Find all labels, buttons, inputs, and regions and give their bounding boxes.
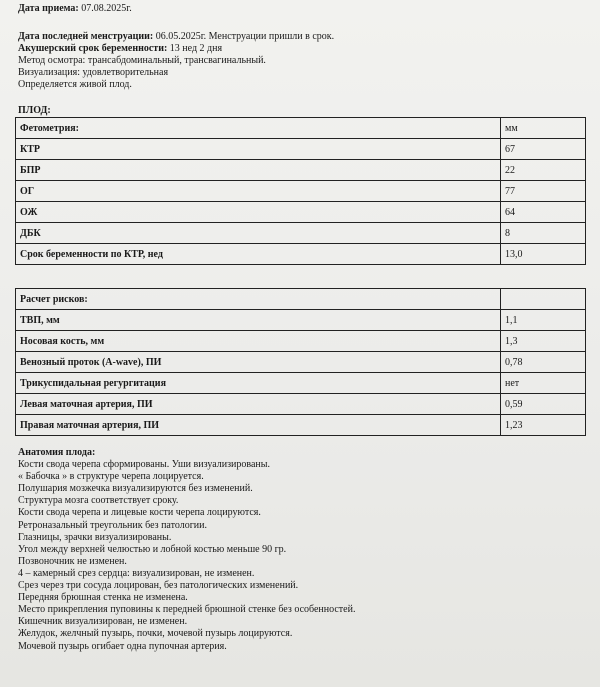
anatomy-line: Желудок, желчный пузырь, почки, мочевой пузырь лоцируются.: [18, 628, 293, 640]
table-row: [16, 331, 586, 352]
lmp-line: [18, 31, 334, 43]
fetometry-row-label: ОЖ: [16, 202, 501, 223]
risk-row-value: 0,59: [501, 394, 586, 415]
table-row: [16, 139, 586, 160]
table-row: [16, 181, 586, 202]
visit-date-line: [18, 3, 132, 15]
anatomy-line: Передняя брюшная стенка не изменена.: [18, 592, 188, 604]
anatomy-line: Кишечник визуализирован, не изменен.: [18, 616, 188, 628]
risks-table: [15, 288, 586, 436]
fetometry-row-label: БПР: [16, 160, 501, 181]
risk-row-label: ТВП, мм: [16, 310, 501, 331]
table-row: [16, 202, 586, 223]
risk-row-label: Носовая кость, мм: [16, 331, 501, 352]
fetometry-row-label: Срок беременности по КТР, нед: [16, 244, 501, 265]
risks-header-label: Расчет рисков:: [16, 289, 501, 310]
fetometry-row-value: 77: [501, 181, 586, 202]
anatomy-line: Место прикрепления пуповины к передней брюшной стенке без особенностей.: [18, 604, 356, 616]
table-row: [16, 310, 586, 331]
fetometry-row-value: 64: [501, 202, 586, 223]
visit-date-label: Дата приема:: [18, 3, 79, 14]
table-row: [16, 118, 586, 139]
fetometry-row-label: ОГ: [16, 181, 501, 202]
fetometry-row-value: 67: [501, 139, 586, 160]
anatomy-line: Срез через три сосуда лоцирован, без патологических изменений.: [18, 580, 299, 592]
anatomy-line: Полушария мозжечка визуализируются без изменений.: [18, 483, 253, 495]
risk-row-label: Трикуспидальная регургитация: [16, 373, 501, 394]
risk-row-value: 1,1: [501, 310, 586, 331]
table-row: [16, 244, 586, 265]
risk-row-label: Правая маточная артерия, ПИ: [16, 415, 501, 436]
fetus-status: Определяется живой плод.: [18, 79, 132, 90]
table-row: [16, 352, 586, 373]
anatomy-line: « Бабочка » в структуре черепа лоцируется.: [18, 471, 204, 483]
fetometry-row-value: 8: [501, 223, 586, 244]
anatomy-line: Угол между верхней челюстью и лобной костью меньше 90 гр.: [18, 543, 287, 555]
anatomy-line: Глазницы, зрачки визуализированы.: [18, 531, 172, 543]
risk-row-label: Левая маточная артерия, ПИ: [16, 394, 501, 415]
fetus-heading: ПЛОД:: [18, 105, 51, 116]
risks-header-unit: [501, 289, 586, 310]
anatomy-line: Кости свода черепа и лицевые кости черепа лоцируются.: [18, 507, 261, 519]
risk-row-value: 0,78: [501, 352, 586, 373]
gestational-age-label: Акушерский срок беременности:: [18, 43, 168, 54]
anatomy-line: 4 – камерный срез сердца: визуализирован, не изменен.: [18, 567, 255, 579]
gestational-age-value: 13 нед 2 дня: [169, 43, 223, 54]
exam-method: Метод осмотра: трансабдоминальный, трансвагинальный.: [18, 55, 266, 66]
table-row: [16, 223, 586, 244]
fetometry-row-value: 13,0: [501, 244, 586, 265]
table-row: [16, 415, 586, 436]
gestational-age-line: [18, 43, 222, 55]
risk-row-label: Венозный проток (A-wave), ПИ: [16, 352, 501, 373]
anatomy-section: [18, 447, 355, 653]
table-row: [16, 394, 586, 415]
lmp-value: 06.05.2025г. Менструации пришли в срок.: [155, 31, 335, 42]
visit-date-value: 07.08.2025г.: [81, 3, 132, 14]
anatomy-line: Структура мозга соответствует сроку.: [18, 495, 179, 507]
anatomy-line: Ретроназальный треугольник без патологии.: [18, 519, 208, 531]
risk-row-value: 1,23: [501, 415, 586, 436]
table-row: [16, 160, 586, 181]
fetometry-table: [15, 117, 586, 265]
anatomy-heading: Анатомия плода:: [18, 447, 96, 458]
fetometry-row-label: ДБК: [16, 223, 501, 244]
anatomy-line: Позвоночник не изменен.: [18, 555, 127, 567]
fetometry-header-unit: мм: [501, 118, 586, 139]
fetometry-header-label: Фетометрия:: [16, 118, 501, 139]
table-row: [16, 289, 586, 310]
lmp-label: Дата последней менструации:: [18, 31, 154, 42]
anatomy-line: Мочевой пузырь огибает одна пупочная артерия.: [18, 640, 227, 652]
anatomy-line: Кости свода черепа сформированы. Уши визуализированы.: [18, 459, 270, 471]
fetometry-row-value: 22: [501, 160, 586, 181]
risk-row-value: 1,3: [501, 331, 586, 352]
visualization-quality: Визуализация: удовлетворительная: [18, 67, 169, 78]
risk-row-value: нет: [501, 373, 586, 394]
fetometry-row-label: КТР: [16, 139, 501, 160]
table-row: [16, 373, 586, 394]
